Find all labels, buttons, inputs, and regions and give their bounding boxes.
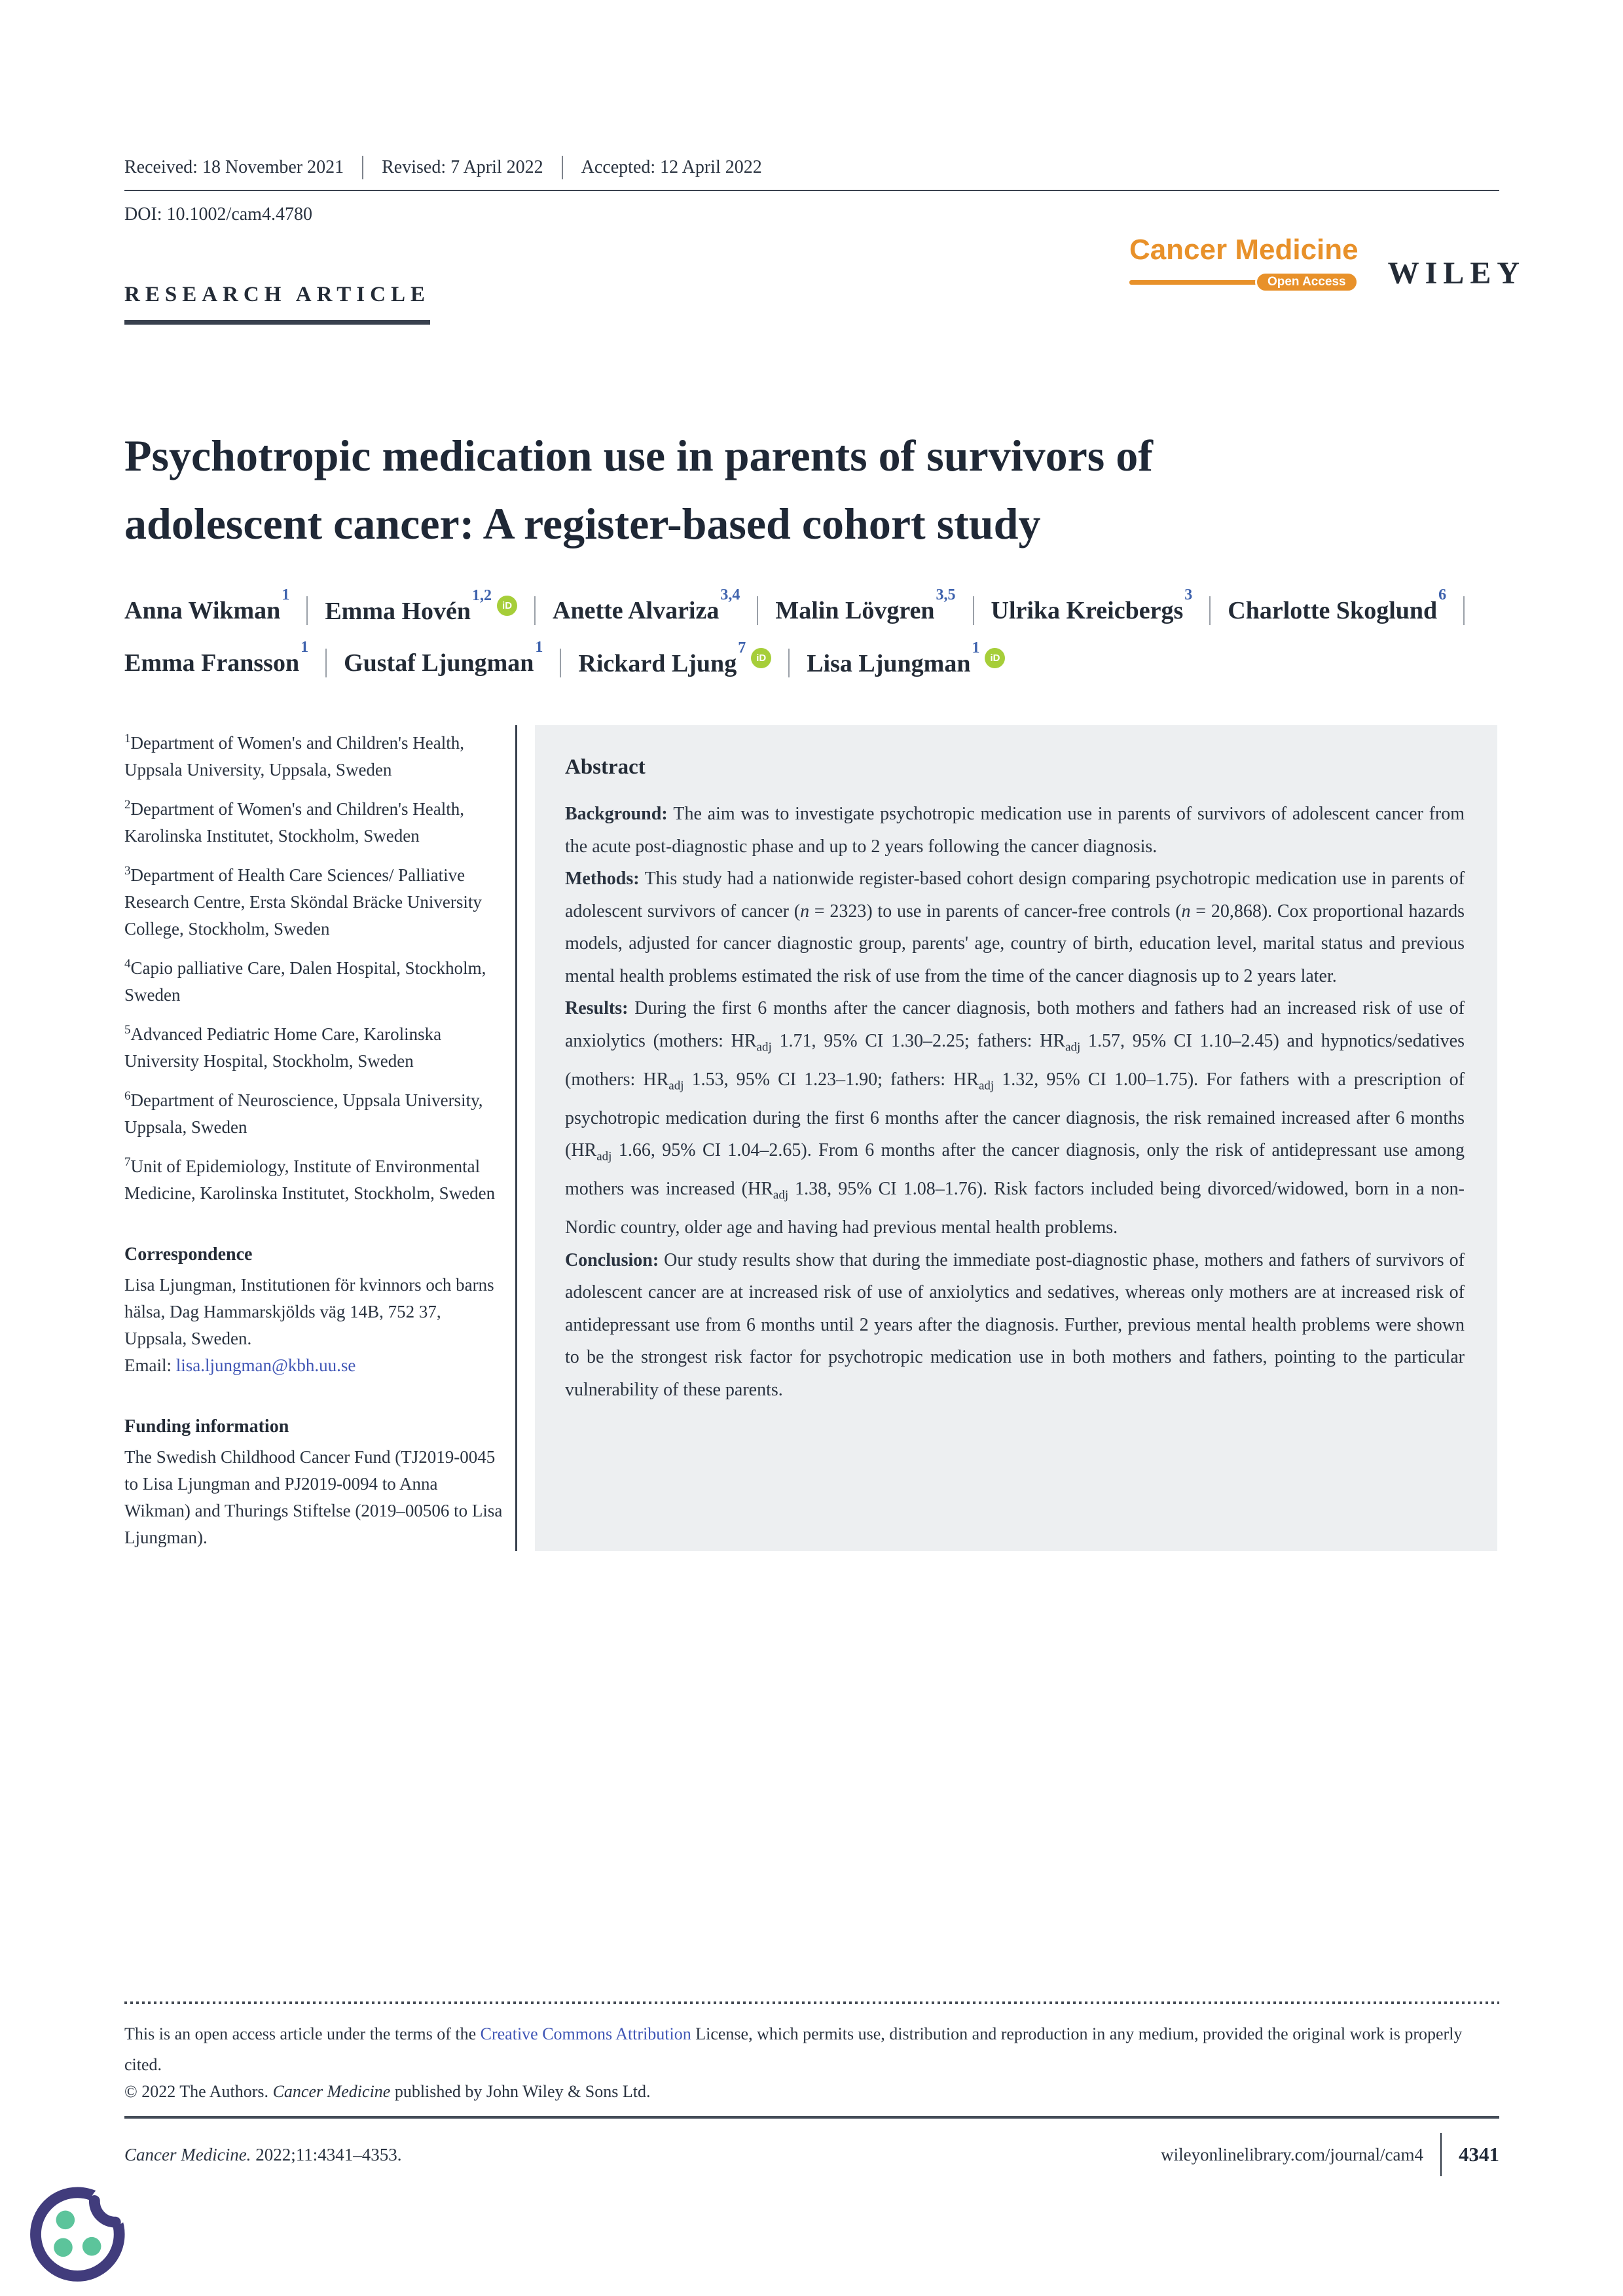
author-name: Ulrika Kreicbergs bbox=[991, 597, 1184, 624]
author-affiliation-sup: 1 bbox=[282, 586, 290, 604]
license-footer bbox=[124, 2001, 1499, 2102]
author-separator bbox=[757, 596, 758, 625]
author-affiliation-sup: 3,5 bbox=[936, 586, 956, 604]
author-name: Emma Hovén bbox=[325, 598, 471, 625]
abstract-paragraph: Conclusion: Our study results show that during the immediate post-diagnostic phase, mothers and fathers of survivors of adolescent cancer are at increased risk of use of anxiolytics and sedatives, whereas only mothers are at increased risk of antidepressant use from 6 months until 2 years after the diagnosis. Further, previous mental health problems were shown to be the strongest risk factor for psychotropic medication use in both mothers and fathers, pointing to the particular vulnerability of these parents. bbox=[565, 1249, 1465, 1400]
author-separator bbox=[534, 596, 536, 625]
correspondence-body: Lisa Ljungman, Institutionen för kvinnors och barns hälsa, Dag Hammarskjölds väg 14B, 752 37, Uppsala, Sweden. bbox=[124, 1275, 494, 1348]
funding-body: The Swedish Childhood Cancer Fund (TJ2019-0045 to Lisa Ljungman and PJ2019-0094 to Anna Wikman) and Thurings Stiftelse (2019–00506 to Lisa Ljungman). bbox=[124, 1447, 503, 1547]
title-line-2: adolescent cancer: A register-based cohort study bbox=[124, 499, 1041, 548]
wiley-logo: WILEY bbox=[1387, 256, 1525, 291]
cookie-consent-icon[interactable] bbox=[24, 2178, 134, 2288]
cookie-icon bbox=[24, 2178, 134, 2288]
journal-logos bbox=[1129, 234, 1525, 293]
article-type-row bbox=[124, 234, 1525, 361]
author-affiliation-sup: 1 bbox=[535, 639, 543, 656]
author-affiliation-sup: 6 bbox=[1438, 586, 1447, 604]
author bbox=[807, 639, 1005, 678]
received-date: Received: 18 November 2021 bbox=[124, 157, 344, 177]
column-divider bbox=[515, 725, 517, 1551]
author bbox=[991, 586, 1193, 625]
separator bbox=[362, 156, 363, 179]
author-affiliation-sup: 7 bbox=[738, 639, 746, 657]
author-name: Rickard Ljung bbox=[578, 650, 737, 677]
author-name: Anette Alvariza bbox=[553, 597, 720, 624]
abstract-paragraphs bbox=[565, 798, 1465, 1406]
authors-row bbox=[124, 586, 1499, 678]
author-name: Gustaf Ljungman bbox=[344, 649, 534, 677]
author-separator bbox=[1209, 596, 1211, 625]
author-affiliation-sup: 3,4 bbox=[720, 586, 740, 604]
author bbox=[124, 639, 309, 677]
cancer-medicine-wordmark: Cancer Medicine bbox=[1129, 234, 1359, 266]
author-affiliation-sup: 1 bbox=[972, 639, 980, 657]
journal-url[interactable]: wileyonlinelibrary.com/journal/cam4 bbox=[1161, 2144, 1423, 2164]
author bbox=[775, 586, 956, 625]
affiliation-item: $^7$Unit of Epidemiology, Institute of Environmental Medicine, Karolinska Institutet, Stockholm, Sweden bbox=[124, 1155, 496, 1203]
author-separator bbox=[1463, 596, 1465, 625]
article-type-label: RESEARCH ARTICLE bbox=[124, 283, 430, 325]
author-affiliation-sup: 3 bbox=[1184, 586, 1193, 604]
page-number: 4341 bbox=[1459, 2143, 1499, 2166]
abstract-heading: Abstract bbox=[565, 755, 646, 779]
author-name: Lisa Ljungman bbox=[807, 650, 971, 677]
author-separator bbox=[973, 596, 974, 625]
author-separator bbox=[788, 649, 790, 677]
title-line-1: Psychotropic medication use in parents of survivors of bbox=[124, 431, 1153, 480]
copyright-line: © 2022 The Authors. Cancer Medicine published by John Wiley & Sons Ltd. bbox=[124, 2082, 651, 2101]
affiliation-item: $^1$Department of Women's and Children's Health, Uppsala University, Uppsala, Sweden bbox=[124, 732, 464, 780]
doi: DOI: 10.1002/cam4.4780 bbox=[124, 204, 312, 224]
affiliations-list bbox=[124, 725, 504, 1207]
logo-underline-row bbox=[1129, 272, 1359, 293]
sidebar-column bbox=[124, 725, 504, 1551]
affiliation-item: $^5$Advanced Pediatric Home Care, Karolinska University Hospital, Stockholm, Sweden bbox=[124, 1023, 442, 1071]
article-title bbox=[124, 422, 1499, 558]
open-access-badge: Open Access bbox=[1255, 272, 1359, 293]
author bbox=[344, 639, 543, 677]
author-separator bbox=[325, 649, 327, 677]
page-footer bbox=[124, 2116, 1499, 2176]
revised-date: Revised: 7 April 2022 bbox=[382, 157, 543, 177]
abstract-paragraph: Background: The aim was to investigate psychotropic medication use in parents of survivors of adolescent cancer from the acute post-diagnostic phase and up to 2 years following the cancer diagnosis. bbox=[565, 804, 1465, 857]
correspondence-email-line bbox=[124, 1352, 504, 1379]
cancer-medicine-logo bbox=[1129, 234, 1359, 293]
accepted-date: Accepted: 12 April 2022 bbox=[581, 157, 762, 177]
separator bbox=[562, 156, 563, 179]
footer-right bbox=[1161, 2133, 1499, 2176]
affiliation-item: $^6$Department of Neuroscience, Uppsala University, Uppsala, Sweden bbox=[124, 1089, 483, 1137]
affiliation-item: $^2$Department of Women's and Children's Health, Karolinska Institutet, Stockholm, Sweden bbox=[124, 798, 464, 846]
email-link[interactable]: lisa.ljungman@kbh.uu.se bbox=[175, 1355, 356, 1375]
abstract-box bbox=[535, 725, 1497, 1551]
orcid-icon[interactable]: iD bbox=[751, 648, 771, 668]
orcid-icon[interactable]: iD bbox=[985, 648, 1005, 668]
abstract-paragraph: Results: During the first 6 months after the cancer diagnosis, both mothers and fathers had an increased risk of use of anxiolytics (mothers: $HR_{adj}$ 1.71, 95% CI 1.30–2.25; fathers: $HR_{adj}$ 1.57, 95% CI 1.10–2.45) and hypnotics/sedatives (mothers: $HR_{adj}$ 1.53, 95% CI 1.23–1.90; fathers: $HR_{adj}$ 1.32, 95% CI 1.00–1.75). For fathers with a prescription of psychotropic medication during the first 6 months after the cancer diagnosis, the risk remained increased after 6 months ($HR_{adj}$ 1.66, 95% CI 1.04–2.65). From 6 months after the cancer diagnosis, only the risk of antidepressant use among mothers was increased ($HR_{adj}$ 1.38, 95% CI 1.08–1.76). Risk factors included being divorced/widowed, born in a non-Nordic country, older age and having had previous mental health problems. bbox=[565, 998, 1465, 1238]
body-columns bbox=[124, 725, 1499, 1551]
author-name: Emma Fransson bbox=[124, 649, 300, 677]
author-name: Malin Lövgren bbox=[775, 597, 935, 624]
footer-divider bbox=[1440, 2133, 1442, 2176]
open-access-statement: This is an open access article under the terms of the Creative Commons Attribution License, which permits use, distribution and reproduction in any medium, provided the original work is properly cited. bbox=[124, 2024, 1463, 2074]
abstract-paragraph: Methods: This study had a nationwide register-based cohort design comparing psychotropic medication use in parents of adolescent survivors of cancer (n = 2323) to use in parents of cancer-free controls (n = 20,868). Cox proportional hazards models, adjusted for cancer diagnostic group, parents' age, country of birth, education level, marital status and previous mental health problems estimated the risk of use from the time of the cancer diagnosis up to 2 years later. bbox=[565, 869, 1465, 986]
dotted-rule bbox=[124, 2001, 1499, 2004]
affiliation-item: $^4$Capio palliative Care, Dalen Hospital, Stockholm, Sweden bbox=[124, 957, 486, 1005]
logo-underline bbox=[1129, 280, 1259, 285]
author-separator bbox=[560, 649, 561, 677]
affiliation-item: $^3$Department of Health Care Sciences/ Palliative Research Centre, Ersta Sköndal Bräcke University College, Stockholm, Sweden bbox=[124, 864, 482, 939]
author-affiliation-sup: 1 bbox=[301, 639, 309, 656]
author bbox=[578, 639, 771, 678]
author-name: Anna Wikman bbox=[124, 597, 281, 624]
author bbox=[124, 586, 290, 625]
orcid-icon[interactable]: iD bbox=[497, 596, 517, 616]
author bbox=[553, 586, 740, 625]
journal-citation: Cancer Medicine. 2022;11:4341–4353. bbox=[124, 2144, 402, 2164]
author-separator bbox=[306, 596, 308, 625]
author-affiliation-sup: 1,2 bbox=[472, 587, 492, 605]
dates-row bbox=[124, 156, 1499, 191]
correspondence-heading: Correspondence bbox=[124, 1244, 253, 1265]
author-name: Charlotte Skoglund bbox=[1228, 597, 1438, 624]
author bbox=[1228, 586, 1447, 625]
author bbox=[325, 587, 517, 626]
email-prefix: Email: bbox=[124, 1355, 176, 1375]
text-link[interactable]: Creative Commons Attribution bbox=[480, 2024, 691, 2043]
funding-heading: Funding information bbox=[124, 1416, 289, 1437]
